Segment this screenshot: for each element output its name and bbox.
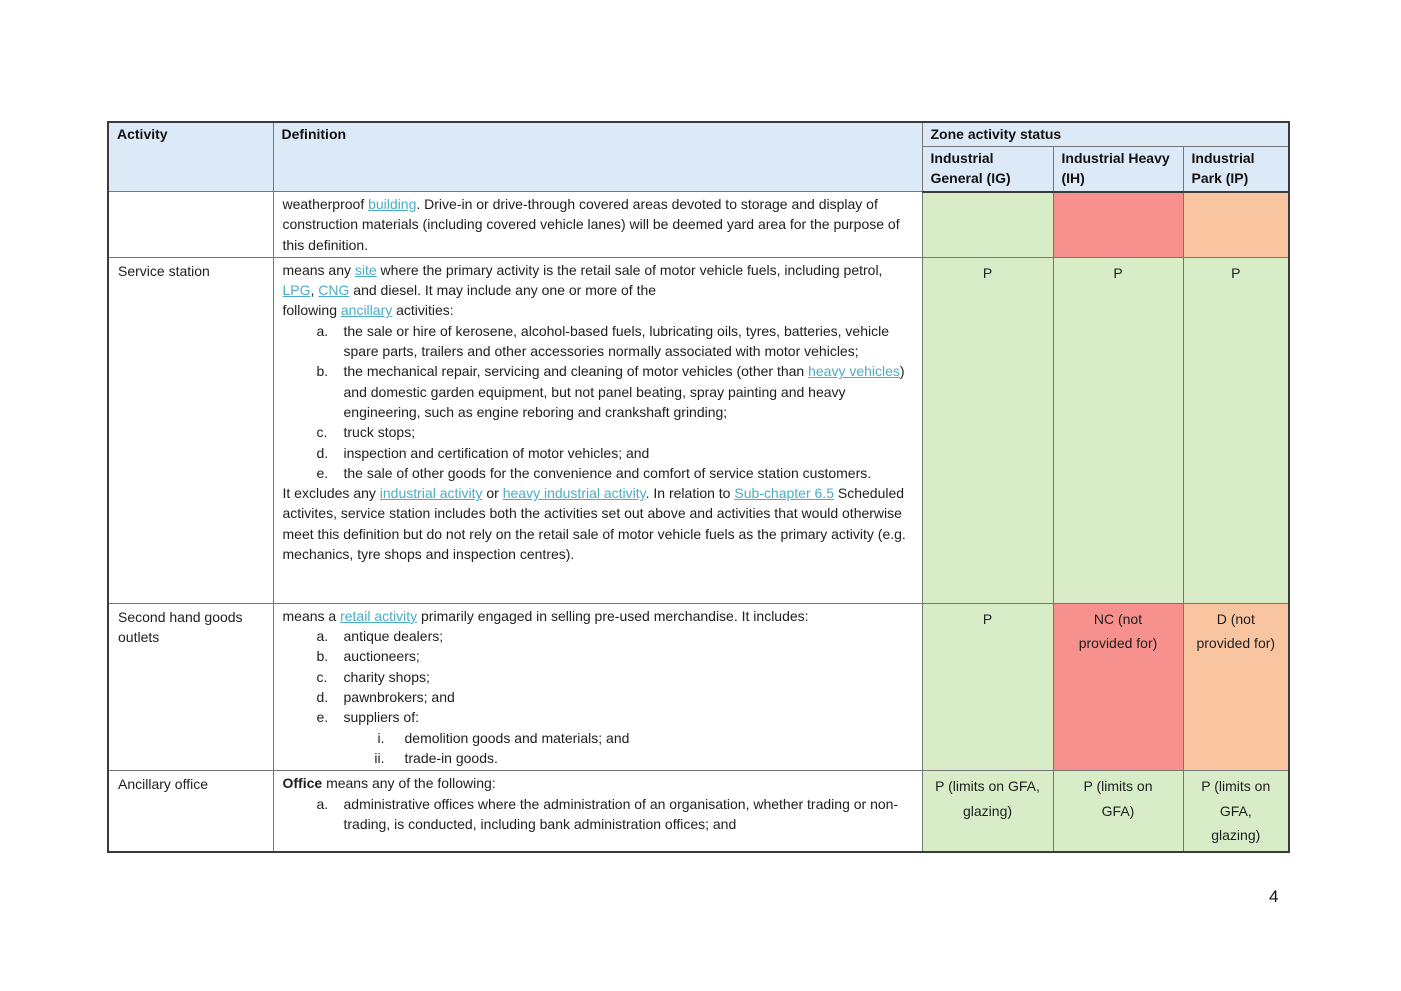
list-item-text [344, 626, 913, 646]
list-item-text [344, 646, 913, 666]
text-run: or [482, 485, 503, 502]
text-run: auctioneers; [343, 648, 420, 665]
zone-header-industrial-park: Industrial Park (IP) [1183, 147, 1289, 192]
text-run: ) and domestic garden equipment, but not panel beating, spray painting and heavy engineering, such as engine reboring and crankshaft grinding; [343, 363, 905, 420]
definition-paragraph [283, 606, 913, 626]
list-item-text [344, 361, 913, 422]
text-run: primarily engaged in selling pre-used merchandise. It includes: [417, 607, 809, 624]
list-marker: d. [316, 444, 329, 461]
activity-column-header: Activity [108, 122, 273, 192]
status-cell: P (limits on GFA, glazing) [1183, 771, 1289, 852]
zone-activity-status-header: Zone activity status [922, 122, 1289, 147]
text-run: demolition goods and materials; and [404, 729, 630, 746]
table-row [108, 603, 1289, 770]
list-marker: b. [316, 648, 329, 665]
text-run: trade-in goods. [404, 749, 498, 766]
list-item [283, 422, 913, 442]
text-run: inspection and certification of motor vehicles; and [343, 444, 650, 461]
activity-cell [108, 192, 273, 258]
text-run: pawnbrokers; and [343, 689, 455, 706]
list-item [283, 626, 913, 646]
text-run: means a [282, 607, 341, 624]
list-item [283, 794, 913, 835]
definition-link[interactable]: building [368, 196, 417, 212]
status-cell: P (limits on GFA, glazing) [922, 771, 1053, 852]
list-marker: b. [316, 363, 329, 380]
text-run: It excludes any [282, 485, 380, 502]
list-marker: ii. [374, 749, 385, 766]
status-cell: P [922, 603, 1053, 770]
definition-link[interactable]: heavy vehicles [808, 363, 900, 380]
list-item [283, 463, 913, 483]
status-cell [1053, 192, 1183, 258]
definition-link[interactable]: retail activity [340, 607, 418, 624]
list-item-text [405, 748, 913, 768]
status-cell: D (not provided for) [1183, 603, 1289, 770]
list-marker: e. [316, 709, 329, 726]
definition-link[interactable]: heavy industrial activity [502, 485, 646, 502]
definition-link[interactable]: CNG [318, 282, 350, 299]
list-item [283, 646, 913, 666]
text-run: the sale or hire of kerosene, alcohol-based fuels, lubricating oils, tyres, batteries, vehicle spare parts, trailers and other accessories normally associated with motor vehicles; [343, 322, 890, 360]
definition-paragraph [283, 483, 913, 564]
page-number: 4 [1269, 887, 1279, 906]
text-run: the sale of other goods for the convenience and comfort of service station customers. [343, 464, 872, 481]
text-run: suppliers of: [343, 709, 419, 726]
list-marker: d. [316, 689, 329, 706]
definition-link[interactable]: Sub-chapter 6.5 [734, 485, 834, 502]
table-row [108, 257, 1289, 603]
definition-link[interactable]: site [354, 261, 377, 278]
status-cell: P [922, 257, 1053, 603]
table-body [108, 192, 1289, 852]
definition-cell [273, 771, 922, 852]
list-marker: e. [316, 464, 329, 481]
definition-column-header: Definition [273, 122, 922, 192]
text-run: and diesel. It may include any one or more of the [349, 282, 657, 299]
list-marker: i. [377, 729, 385, 746]
list-item [283, 748, 913, 768]
list-marker: c. [316, 424, 328, 441]
text-run: following [282, 302, 341, 319]
list-item [283, 443, 913, 463]
status-cell [922, 192, 1053, 258]
definition-link[interactable]: industrial activity [379, 485, 483, 502]
status-cell: P [1183, 257, 1289, 603]
definition-paragraph [283, 194, 913, 255]
text-run: means any [282, 261, 355, 278]
definition-link[interactable]: ancillary [340, 302, 393, 319]
list-item [283, 687, 913, 707]
list-item [283, 707, 913, 727]
list-item-text [344, 422, 913, 442]
list-marker: a. [316, 628, 329, 645]
definition-paragraph [283, 260, 913, 321]
text-run: weatherproof [282, 196, 369, 212]
activity-cell: Second hand goods outlets [108, 603, 273, 770]
text-run: . In relation to [645, 485, 735, 502]
list-item [283, 728, 913, 748]
list-item-text [344, 707, 913, 727]
definitions-table [107, 121, 1290, 853]
zone-header-industrial-heavy: Industrial Heavy (IH) [1053, 147, 1183, 192]
text-run: the mechanical repair, servicing and cleaning of motor vehicles (other than [343, 363, 809, 380]
definition-cell [273, 192, 922, 258]
list-item-text [344, 667, 913, 687]
list-item [283, 667, 913, 687]
definition-paragraph [283, 773, 913, 793]
status-cell: P [1053, 257, 1183, 603]
list-item-text [344, 794, 913, 835]
text-run: charity shops; [343, 668, 430, 685]
list-item-text [344, 687, 913, 707]
activity-cell: Ancillary office [108, 771, 273, 852]
definition-link[interactable]: LPG [282, 282, 311, 299]
status-cell: NC (not provided for) [1053, 603, 1183, 770]
list-item-text [344, 443, 913, 463]
header-row-1 [108, 122, 1289, 147]
bold-term: Office [282, 775, 323, 792]
list-item [283, 321, 913, 362]
activity-cell: Service station [108, 257, 273, 603]
list-item-text [344, 463, 913, 483]
zone-header-industrial-general: Industrial General (IG) [922, 147, 1053, 192]
text-run: , [310, 282, 319, 299]
list-item-text [344, 321, 913, 362]
text-run: administrative offices where the administration of an organisation, whether trading or non-trading, is conducted, including bank administration offices; and [343, 795, 899, 832]
list-item-text [405, 728, 913, 748]
list-marker: c. [316, 668, 328, 685]
text-run: where the primary activity is the retail sale of motor vehicle fuels, including petrol, [376, 261, 883, 278]
definition-cell [273, 257, 922, 603]
definition-cell [273, 603, 922, 770]
list-marker: a. [316, 795, 329, 812]
text-run: . Drive-in or drive-through covered areas devoted to storage and display of construction materials (including covered vehicle lanes) will be deemed yard area for the purpose of this definition. [282, 196, 900, 253]
table-row [108, 771, 1289, 852]
text-run: Scheduled activites, service station includes both the activities set out above and activities that would otherwise meet this definition but do not rely on the retail sale of motor vehicle fuels as the primary activity (e.g. mechanics, tyre shops and inspection centres). [282, 485, 906, 563]
table-header [108, 122, 1289, 192]
table-row [108, 192, 1289, 258]
text-run: activities: [392, 302, 454, 319]
text-run: antique dealers; [343, 628, 444, 645]
status-cell: P (limits on GFA) [1053, 771, 1183, 852]
status-cell [1183, 192, 1289, 258]
text-run: truck stops; [343, 424, 416, 441]
list-marker: a. [316, 322, 329, 339]
list-item [283, 361, 913, 422]
text-run: means any of the following: [322, 775, 496, 792]
